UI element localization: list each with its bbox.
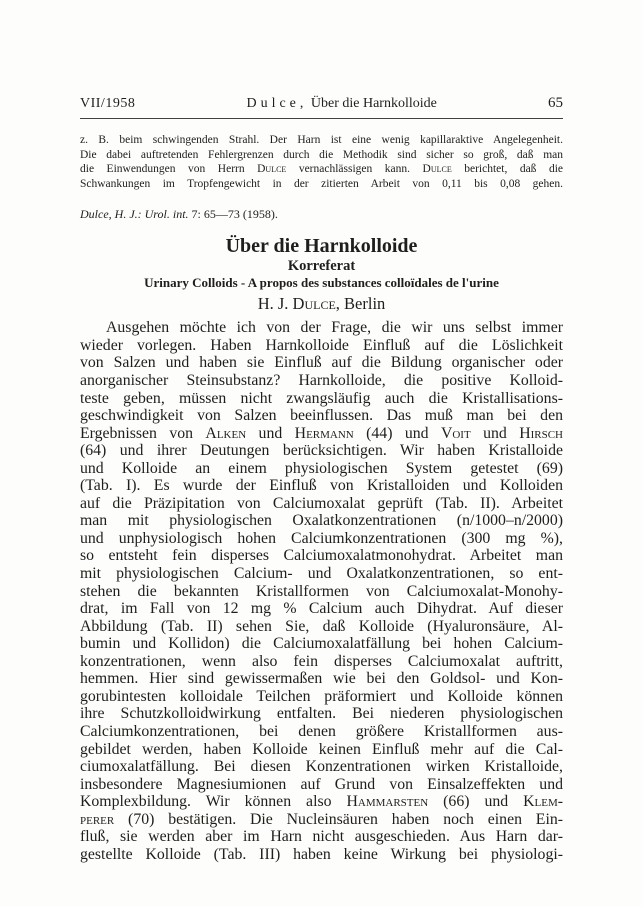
text-segment: die Einwendungen von Herrn bbox=[80, 163, 258, 176]
text-segment: drat, im Fall von 12 mg % Calcium auch Dihydrat. Auf dieser bbox=[80, 600, 563, 618]
text-line bbox=[80, 758, 563, 776]
text-line bbox=[80, 177, 563, 192]
text-segment: Urol. int. bbox=[141, 207, 192, 222]
text-segment: ciumoxalatfällung. Bei diesen Konzentrationen wirken Kristalloide, bbox=[80, 758, 563, 776]
text-line bbox=[80, 688, 563, 706]
text-segment: anorganischer Steinsubstanz? Harnkolloide, die positive Kolloid- bbox=[80, 372, 563, 390]
text-segment: Hirsch bbox=[519, 424, 563, 442]
text-segment: Abbildung (Tab. II) sehen Sie, daß Kolloide (Hyaluronsäure, Al- bbox=[80, 617, 563, 635]
text-segment: Dulce bbox=[292, 294, 336, 314]
text-line bbox=[80, 390, 563, 408]
text-line bbox=[80, 425, 563, 443]
text-segment: Schwankungen im Tropfengewicht in der zitierten Arbeit von 0,11 bis 0,08 gehen. bbox=[80, 177, 563, 190]
text-segment: Dulce bbox=[257, 163, 287, 176]
citation-line bbox=[80, 207, 563, 222]
text-segment: vernachlässigen kann. bbox=[286, 163, 423, 176]
text-segment: bumin und Kollidon) die Calciumoxalatfällung bei hohen Calcium- bbox=[80, 635, 563, 653]
text-segment: ihre Schutzkolloidwirkung entfalten. Bei niederen physiologischen bbox=[80, 705, 563, 723]
text-line bbox=[80, 162, 563, 177]
text-segment: insbesondere Magnesiumionen auf Grund von Einsalzeffekten und bbox=[80, 775, 563, 793]
text-segment: und bbox=[470, 424, 520, 442]
text-segment: Ergebnissen von bbox=[80, 424, 206, 442]
text-segment: stehen die bekannten Kristallformen von Calciumoxalat-Monohy- bbox=[80, 582, 563, 600]
text-line bbox=[80, 741, 563, 759]
author-line bbox=[80, 294, 563, 314]
text-line bbox=[80, 583, 563, 601]
header-page-number: 65 bbox=[547, 95, 563, 111]
text-segment: geschwindigkeit von Salzen beeinflussen. Das muß man bei den bbox=[80, 407, 563, 425]
text-segment: und bbox=[246, 424, 295, 442]
running-header bbox=[80, 94, 563, 113]
text-segment: Ausgehen möchte ich von der Frage, die wir uns selbst immer bbox=[106, 319, 563, 337]
text-line bbox=[80, 148, 563, 163]
text-segment: z. B. beim schwingenden Strahl. Der Harn ist eine wenig kapillaraktive Angelegenheit. bbox=[80, 134, 563, 146]
text-segment: Über die Harnkolloide bbox=[307, 96, 437, 111]
text-line bbox=[80, 512, 563, 530]
text-line bbox=[80, 846, 563, 864]
text-line bbox=[80, 442, 563, 460]
text-segment: wieder vorlegen. Haben Harnkolloide Einfluß auf die Löslichkeit bbox=[80, 336, 563, 354]
text-segment: Komplexbildung. Wir können also bbox=[80, 793, 347, 811]
text-line bbox=[80, 776, 563, 794]
text-line bbox=[80, 618, 563, 636]
text-segment: gebildet werden, haben Kolloide keinen Einfluß mehr auf die Cal- bbox=[80, 740, 563, 758]
text-line bbox=[80, 460, 563, 478]
text-line bbox=[80, 319, 563, 337]
text-segment: Calciumkonzentrationen, bei denen größere Kristallformen aus- bbox=[80, 722, 563, 740]
text-segment: mit physiologischen Calcium- und Oxalatkonzentrationen, so ent- bbox=[80, 565, 563, 583]
text-segment: gorubintesten kolloidale Teilchen präformiert und Kolloide können bbox=[80, 687, 563, 705]
text-segment: auf die Präzipitation von Calciumoxalat geprüft (Tab. II). Arbeitet bbox=[80, 494, 563, 512]
text-line bbox=[80, 354, 563, 372]
text-segment: teste geben, müssen nicht zwangsläufig auch die Kristallisations- bbox=[80, 389, 563, 407]
header-running-title bbox=[246, 95, 436, 113]
text-segment: von Salzen und haben sie Einfluß auf die Bildung organischer oder bbox=[80, 354, 563, 372]
text-line bbox=[80, 635, 563, 653]
article-title: Über die Harnkolloide bbox=[225, 235, 418, 258]
text-segment: Alken bbox=[205, 424, 247, 442]
header-rule bbox=[80, 118, 563, 119]
text-segment: fluß, sie werden aber im Harn nicht ausgeschieden. Aus Harn dar- bbox=[80, 828, 563, 846]
text-segment: , Berlin bbox=[335, 294, 386, 314]
text-segment: gestellte Kolloide (Tab. III) haben keine Wirkung bei physiologi- bbox=[80, 845, 563, 863]
text-segment: (64) und ihrer Deutungen berücksichtigen. Wir haben Kristalloide bbox=[80, 442, 563, 460]
text-segment: konzentrationen, wenn also fein disperses Calciumoxalat auftritt, bbox=[80, 652, 563, 670]
text-line bbox=[80, 600, 563, 618]
text-segment: Dulce, H. J.: bbox=[80, 207, 142, 222]
text-line bbox=[80, 723, 563, 741]
text-segment: und unphysiologisch hohen Calciumkonzentrationen (300 mg %), bbox=[80, 529, 563, 547]
text-segment: so entsteht fein disperses Calciumoxalatmonohydrat. Arbeitet man bbox=[80, 547, 563, 565]
text-line bbox=[80, 670, 563, 688]
text-segment: Die dabei auftretenden Fehlergrenzen durch die Methodik sind sicher so groß, daß man bbox=[80, 148, 563, 161]
discussion-note bbox=[80, 133, 563, 191]
text-segment: und Kolloide an einem physiologischen System getestet (69) bbox=[80, 459, 563, 477]
text-segment: Hammarsten bbox=[346, 793, 429, 811]
text-segment: hemmen. Hier sind gewissermaßen wie bei den Goldsol- und Kon- bbox=[80, 670, 563, 688]
text-segment: (66) und bbox=[428, 793, 524, 811]
text-segment: Dulce, bbox=[246, 96, 308, 111]
text-line bbox=[80, 495, 563, 513]
text-line bbox=[80, 705, 563, 723]
article-subtitle: Korreferat bbox=[287, 258, 356, 275]
text-segment: berichtet, daß die bbox=[451, 163, 563, 176]
text-segment: Dulce bbox=[422, 163, 452, 176]
text-line bbox=[80, 530, 563, 548]
text-segment: Hermann bbox=[294, 424, 354, 442]
text-line bbox=[80, 828, 563, 846]
text-line bbox=[80, 811, 563, 829]
text-line bbox=[80, 407, 563, 425]
text-line bbox=[80, 372, 563, 390]
article-translated-title: Urinary Colloids - A propos des substances colloïdales de l'urine bbox=[144, 275, 499, 291]
text-line bbox=[80, 793, 563, 811]
text-segment: (44) und bbox=[353, 424, 441, 442]
text-line bbox=[80, 547, 563, 565]
text-line bbox=[80, 653, 563, 671]
text-segment: perer bbox=[80, 810, 115, 828]
text-segment: (70) bestätigen. Die Nucleinsäuren haben noch einen Ein- bbox=[114, 810, 563, 828]
text-segment: Voit bbox=[440, 424, 471, 442]
text-segment: Klem- bbox=[523, 793, 563, 811]
text-segment: man mit physiologischen Oxalatkonzentrationen (n/1000–n/2000) bbox=[80, 512, 563, 530]
text-line bbox=[80, 133, 563, 148]
text-line bbox=[80, 565, 563, 583]
header-volume: VII/1958 bbox=[80, 96, 136, 111]
text-segment: H. J. bbox=[257, 294, 293, 314]
text-line bbox=[80, 477, 563, 495]
article-body bbox=[80, 319, 563, 863]
text-segment: (Tab. I). Es wurde der Einfluß von Kristalloiden und Kolloiden bbox=[80, 477, 563, 495]
text-line bbox=[80, 337, 563, 355]
text-segment: 7: 65—73 (1958). bbox=[191, 207, 278, 222]
